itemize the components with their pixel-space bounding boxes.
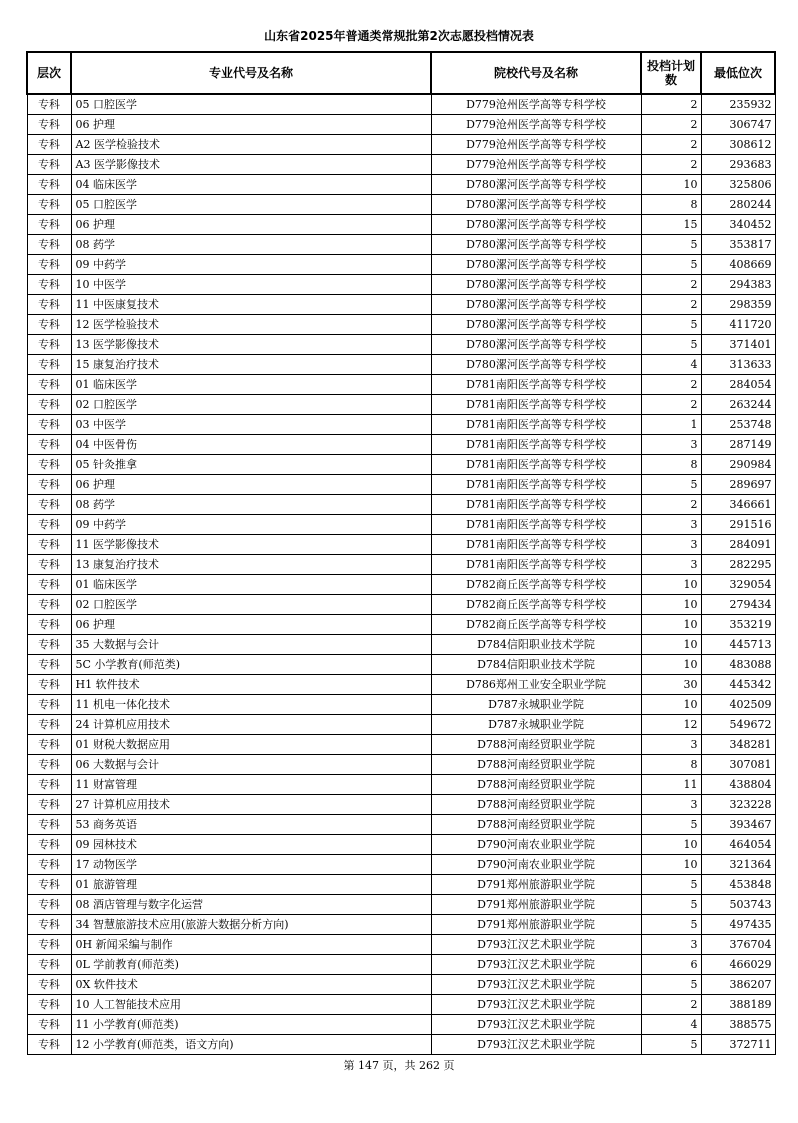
major-cell: 03 中医学 <box>71 415 431 435</box>
min-rank-cell: 371401 <box>701 335 775 355</box>
school-cell: D780漯河医学高等专科学校 <box>431 355 641 375</box>
school-cell: D782商丘医学高等专科学校 <box>431 615 641 635</box>
level-cell: 专科 <box>27 395 71 415</box>
level-cell: 专科 <box>27 215 71 235</box>
major-cell: 15 康复治疗技术 <box>71 355 431 375</box>
plan-count-cell: 10 <box>641 655 701 675</box>
table-row <box>27 655 775 675</box>
min-rank-cell: 282295 <box>701 555 775 575</box>
level-cell: 专科 <box>27 435 71 455</box>
level-cell: 专科 <box>27 855 71 875</box>
min-rank-cell: 280244 <box>701 195 775 215</box>
plan-count-cell: 10 <box>641 835 701 855</box>
major-cell: 11 中医康复技术 <box>71 295 431 315</box>
min-rank-cell: 284054 <box>701 375 775 395</box>
plan-count-cell: 2 <box>641 115 701 135</box>
table-row <box>27 395 775 415</box>
min-rank-cell: 298359 <box>701 295 775 315</box>
school-cell: D788河南经贸职业学院 <box>431 815 641 835</box>
min-rank-cell: 393467 <box>701 815 775 835</box>
level-cell: 专科 <box>27 495 71 515</box>
table-row <box>27 315 775 335</box>
table-row <box>27 1015 775 1035</box>
level-cell: 专科 <box>27 335 71 355</box>
table-row <box>27 675 775 695</box>
level-cell: 专科 <box>27 535 71 555</box>
level-cell: 专科 <box>27 355 71 375</box>
school-cell: D787永城职业学院 <box>431 715 641 735</box>
min-rank-cell: 445342 <box>701 675 775 695</box>
major-cell: 24 计算机应用技术 <box>71 715 431 735</box>
level-cell: 专科 <box>27 375 71 395</box>
major-cell: 01 临床医学 <box>71 575 431 595</box>
min-rank-cell: 464054 <box>701 835 775 855</box>
major-cell: 13 医学影像技术 <box>71 335 431 355</box>
major-cell: H1 软件技术 <box>71 675 431 695</box>
school-cell: D786郑州工业安全职业学院 <box>431 675 641 695</box>
min-rank-cell: 294383 <box>701 275 775 295</box>
min-rank-cell: 340452 <box>701 215 775 235</box>
level-cell: 专科 <box>27 695 71 715</box>
plan-count-cell: 2 <box>641 495 701 515</box>
school-cell: D793江汉艺术职业学院 <box>431 1015 641 1035</box>
plan-count-cell: 3 <box>641 555 701 575</box>
plan-count-cell: 5 <box>641 1035 701 1055</box>
table-row <box>27 94 775 115</box>
plan-count-cell: 8 <box>641 755 701 775</box>
major-cell: 12 小学教育(师范类，语文方向) <box>71 1035 431 1055</box>
level-cell: 专科 <box>27 415 71 435</box>
table-row <box>27 115 775 135</box>
level-cell: 专科 <box>27 115 71 135</box>
plan-count-cell: 2 <box>641 295 701 315</box>
min-rank-cell: 291516 <box>701 515 775 535</box>
min-rank-cell: 307081 <box>701 755 775 775</box>
min-rank-cell: 321364 <box>701 855 775 875</box>
school-cell: D780漯河医学高等专科学校 <box>431 255 641 275</box>
min-rank-cell: 438804 <box>701 775 775 795</box>
min-rank-cell: 402509 <box>701 695 775 715</box>
plan-count-cell: 5 <box>641 255 701 275</box>
page-footer: 第 147 页，共 262 页 <box>343 1059 455 1072</box>
school-cell: D788河南经贸职业学院 <box>431 775 641 795</box>
plan-count-cell: 11 <box>641 775 701 795</box>
min-rank-cell: 353817 <box>701 235 775 255</box>
major-cell: 08 酒店管理与数字化运营 <box>71 895 431 915</box>
major-cell: 06 护理 <box>71 215 431 235</box>
table-row <box>27 815 775 835</box>
table-row <box>27 835 775 855</box>
school-cell: D781南阳医学高等专科学校 <box>431 475 641 495</box>
table-row <box>27 295 775 315</box>
plan-count-cell: 1 <box>641 415 701 435</box>
min-rank-cell: 306747 <box>701 115 775 135</box>
table-row <box>27 775 775 795</box>
plan-count-cell: 2 <box>641 94 701 115</box>
major-cell: 06 护理 <box>71 475 431 495</box>
plan-count-cell: 12 <box>641 715 701 735</box>
table-row <box>27 975 775 995</box>
table-row <box>27 735 775 755</box>
school-cell: D782商丘医学高等专科学校 <box>431 595 641 615</box>
header-major: 专业代号及名称 <box>71 52 431 94</box>
header-min-rank: 最低位次 <box>701 52 775 94</box>
level-cell: 专科 <box>27 1035 71 1055</box>
major-cell: 06 护理 <box>71 615 431 635</box>
level-cell: 专科 <box>27 935 71 955</box>
table-row <box>27 575 775 595</box>
plan-count-cell: 5 <box>641 315 701 335</box>
min-rank-cell: 289697 <box>701 475 775 495</box>
major-cell: 34 智慧旅游技术应用(旅游大数据分析方向) <box>71 915 431 935</box>
major-cell: 11 医学影像技术 <box>71 535 431 555</box>
header-school: 院校代号及名称 <box>431 52 641 94</box>
level-cell: 专科 <box>27 155 71 175</box>
level-cell: 专科 <box>27 615 71 635</box>
major-cell: 10 中医学 <box>71 275 431 295</box>
min-rank-cell: 503743 <box>701 895 775 915</box>
min-rank-cell: 263244 <box>701 395 775 415</box>
school-cell: D781南阳医学高等专科学校 <box>431 495 641 515</box>
level-cell: 专科 <box>27 455 71 475</box>
major-cell: 13 康复治疗技术 <box>71 555 431 575</box>
major-cell: 04 临床医学 <box>71 175 431 195</box>
table-row <box>27 135 775 155</box>
school-cell: D782商丘医学高等专科学校 <box>431 575 641 595</box>
plan-count-cell: 3 <box>641 515 701 535</box>
school-cell: D790河南农业职业学院 <box>431 835 641 855</box>
level-cell: 专科 <box>27 515 71 535</box>
plan-count-cell: 2 <box>641 995 701 1015</box>
min-rank-cell: 388575 <box>701 1015 775 1035</box>
min-rank-cell: 497435 <box>701 915 775 935</box>
level-cell: 专科 <box>27 295 71 315</box>
min-rank-cell: 353219 <box>701 615 775 635</box>
table-row <box>27 455 775 475</box>
table-row <box>27 555 775 575</box>
table-row <box>27 175 775 195</box>
major-cell: 17 动物医学 <box>71 855 431 875</box>
table-row <box>27 235 775 255</box>
level-cell: 专科 <box>27 735 71 755</box>
plan-count-cell: 30 <box>641 675 701 695</box>
major-cell: A2 医学检验技术 <box>71 135 431 155</box>
level-cell: 专科 <box>27 275 71 295</box>
school-cell: D781南阳医学高等专科学校 <box>431 375 641 395</box>
plan-count-cell: 2 <box>641 375 701 395</box>
school-cell: D781南阳医学高等专科学校 <box>431 415 641 435</box>
min-rank-cell: 308612 <box>701 135 775 155</box>
major-cell: 05 口腔医学 <box>71 94 431 115</box>
plan-count-cell: 5 <box>641 915 701 935</box>
plan-count-cell: 10 <box>641 595 701 615</box>
table-row <box>27 255 775 275</box>
table-row <box>27 155 775 175</box>
plan-count-cell: 10 <box>641 695 701 715</box>
level-cell: 专科 <box>27 175 71 195</box>
plan-count-cell: 3 <box>641 435 701 455</box>
major-cell: 01 旅游管理 <box>71 875 431 895</box>
level-cell: 专科 <box>27 94 71 115</box>
min-rank-cell: 325806 <box>701 175 775 195</box>
school-cell: D784信阳职业技术学院 <box>431 655 641 675</box>
level-cell: 专科 <box>27 1015 71 1035</box>
plan-count-cell: 5 <box>641 475 701 495</box>
major-cell: 06 大数据与会计 <box>71 755 431 775</box>
min-rank-cell: 313633 <box>701 355 775 375</box>
school-cell: D781南阳医学高等专科学校 <box>431 455 641 475</box>
major-cell: 0H 新闻采编与制作 <box>71 935 431 955</box>
min-rank-cell: 411720 <box>701 315 775 335</box>
level-cell: 专科 <box>27 575 71 595</box>
table-row <box>27 615 775 635</box>
school-cell: D784信阳职业技术学院 <box>431 635 641 655</box>
table-row <box>27 495 775 515</box>
plan-count-cell: 5 <box>641 895 701 915</box>
school-cell: D793江汉艺术职业学院 <box>431 975 641 995</box>
plan-count-cell: 5 <box>641 875 701 895</box>
plan-count-cell: 5 <box>641 235 701 255</box>
plan-count-cell: 10 <box>641 635 701 655</box>
plan-count-cell: 10 <box>641 175 701 195</box>
level-cell: 专科 <box>27 475 71 495</box>
level-cell: 专科 <box>27 715 71 735</box>
min-rank-cell: 253748 <box>701 415 775 435</box>
table-row <box>27 895 775 915</box>
min-rank-cell: 346661 <box>701 495 775 515</box>
major-cell: 11 机电一体化技术 <box>71 695 431 715</box>
level-cell: 专科 <box>27 875 71 895</box>
min-rank-cell: 323228 <box>701 795 775 815</box>
table-row <box>27 935 775 955</box>
level-cell: 专科 <box>27 135 71 155</box>
major-cell: 05 针灸推拿 <box>71 455 431 475</box>
plan-count-cell: 5 <box>641 975 701 995</box>
table-row <box>27 375 775 395</box>
major-cell: 01 临床医学 <box>71 375 431 395</box>
table-row <box>27 415 775 435</box>
level-cell: 专科 <box>27 195 71 215</box>
major-cell: 10 人工智能技术应用 <box>71 995 431 1015</box>
plan-count-cell: 2 <box>641 395 701 415</box>
min-rank-cell: 372711 <box>701 1035 775 1055</box>
school-cell: D791郑州旅游职业学院 <box>431 875 641 895</box>
table-row <box>27 275 775 295</box>
major-cell: 02 口腔医学 <box>71 595 431 615</box>
major-cell: 04 中医骨伤 <box>71 435 431 455</box>
table-header-row <box>27 52 775 94</box>
school-cell: D793江汉艺术职业学院 <box>431 995 641 1015</box>
plan-count-cell: 4 <box>641 1015 701 1035</box>
school-cell: D793江汉艺术职业学院 <box>431 1035 641 1055</box>
school-cell: D779沧州医学高等专科学校 <box>431 155 641 175</box>
min-rank-cell: 376704 <box>701 935 775 955</box>
level-cell: 专科 <box>27 315 71 335</box>
plan-count-cell: 10 <box>641 615 701 635</box>
plan-count-cell: 3 <box>641 735 701 755</box>
page-title: 山东省2025年普通类常规批第2次志愿投档情况表 <box>264 29 534 43</box>
header-level: 层次 <box>27 52 71 94</box>
plan-count-cell: 8 <box>641 455 701 475</box>
school-cell: D793江汉艺术职业学院 <box>431 955 641 975</box>
school-cell: D788河南经贸职业学院 <box>431 735 641 755</box>
major-cell: 35 大数据与会计 <box>71 635 431 655</box>
min-rank-cell: 549672 <box>701 715 775 735</box>
min-rank-cell: 329054 <box>701 575 775 595</box>
table-row <box>27 795 775 815</box>
header-plan: 投档计划数 <box>641 52 701 94</box>
plan-count-cell: 4 <box>641 355 701 375</box>
plan-count-cell: 2 <box>641 275 701 295</box>
major-cell: 09 园林技术 <box>71 835 431 855</box>
school-cell: D779沧州医学高等专科学校 <box>431 94 641 115</box>
table-row <box>27 635 775 655</box>
min-rank-cell: 235932 <box>701 94 775 115</box>
major-cell: 53 商务英语 <box>71 815 431 835</box>
major-cell: 0X 软件技术 <box>71 975 431 995</box>
min-rank-cell: 284091 <box>701 535 775 555</box>
level-cell: 专科 <box>27 955 71 975</box>
major-cell: 12 医学检验技术 <box>71 315 431 335</box>
school-cell: D781南阳医学高等专科学校 <box>431 535 641 555</box>
school-cell: D791郑州旅游职业学院 <box>431 895 641 915</box>
level-cell: 专科 <box>27 835 71 855</box>
plan-count-cell: 3 <box>641 935 701 955</box>
school-cell: D780漯河医学高等专科学校 <box>431 195 641 215</box>
plan-count-cell: 2 <box>641 135 701 155</box>
major-cell: A3 医学影像技术 <box>71 155 431 175</box>
school-cell: D793江汉艺术职业学院 <box>431 935 641 955</box>
level-cell: 专科 <box>27 555 71 575</box>
min-rank-cell: 290984 <box>701 455 775 475</box>
major-cell: 08 药学 <box>71 495 431 515</box>
table-row <box>27 515 775 535</box>
table-row <box>27 215 775 235</box>
min-rank-cell: 453848 <box>701 875 775 895</box>
level-cell: 专科 <box>27 255 71 275</box>
table-row <box>27 1035 775 1055</box>
major-cell: 06 护理 <box>71 115 431 135</box>
school-cell: D781南阳医学高等专科学校 <box>431 515 641 535</box>
table-row <box>27 435 775 455</box>
level-cell: 专科 <box>27 775 71 795</box>
plan-count-cell: 3 <box>641 535 701 555</box>
plan-count-cell: 10 <box>641 855 701 875</box>
level-cell: 专科 <box>27 795 71 815</box>
major-cell: 5C 小学教育(师范类) <box>71 655 431 675</box>
school-cell: D788河南经贸职业学院 <box>431 755 641 775</box>
table-body <box>27 94 775 1055</box>
school-cell: D779沧州医学高等专科学校 <box>431 135 641 155</box>
table-row <box>27 995 775 1015</box>
table-row <box>27 875 775 895</box>
min-rank-cell: 408669 <box>701 255 775 275</box>
table-row <box>27 755 775 775</box>
school-cell: D788河南经贸职业学院 <box>431 795 641 815</box>
school-cell: D790河南农业职业学院 <box>431 855 641 875</box>
min-rank-cell: 279434 <box>701 595 775 615</box>
table-row <box>27 915 775 935</box>
major-cell: 11 小学教育(师范类) <box>71 1015 431 1035</box>
plan-count-cell: 3 <box>641 795 701 815</box>
level-cell: 专科 <box>27 655 71 675</box>
plan-count-cell: 5 <box>641 815 701 835</box>
school-cell: D787永城职业学院 <box>431 695 641 715</box>
min-rank-cell: 445713 <box>701 635 775 655</box>
plan-count-cell: 10 <box>641 575 701 595</box>
level-cell: 专科 <box>27 915 71 935</box>
school-cell: D781南阳医学高等专科学校 <box>431 395 641 415</box>
table-row <box>27 715 775 735</box>
school-cell: D781南阳医学高等专科学校 <box>431 435 641 455</box>
school-cell: D781南阳医学高等专科学校 <box>431 555 641 575</box>
min-rank-cell: 388189 <box>701 995 775 1015</box>
school-cell: D780漯河医学高等专科学校 <box>431 215 641 235</box>
table-row <box>27 335 775 355</box>
plan-count-cell: 6 <box>641 955 701 975</box>
level-cell: 专科 <box>27 635 71 655</box>
level-cell: 专科 <box>27 895 71 915</box>
major-cell: 08 药学 <box>71 235 431 255</box>
major-cell: 0L 学前教育(师范类) <box>71 955 431 975</box>
major-cell: 05 口腔医学 <box>71 195 431 215</box>
table-row <box>27 695 775 715</box>
major-cell: 27 计算机应用技术 <box>71 795 431 815</box>
plan-count-cell: 5 <box>641 335 701 355</box>
plan-count-cell: 8 <box>641 195 701 215</box>
school-cell: D779沧州医学高等专科学校 <box>431 115 641 135</box>
table-row <box>27 475 775 495</box>
min-rank-cell: 293683 <box>701 155 775 175</box>
level-cell: 专科 <box>27 235 71 255</box>
school-cell: D780漯河医学高等专科学校 <box>431 175 641 195</box>
admission-table <box>26 51 776 1055</box>
min-rank-cell: 386207 <box>701 975 775 995</box>
major-cell: 01 财税大数据应用 <box>71 735 431 755</box>
school-cell: D780漯河医学高等专科学校 <box>431 275 641 295</box>
table-row <box>27 195 775 215</box>
table-row <box>27 535 775 555</box>
table-row <box>27 595 775 615</box>
level-cell: 专科 <box>27 815 71 835</box>
school-cell: D780漯河医学高等专科学校 <box>431 315 641 335</box>
min-rank-cell: 348281 <box>701 735 775 755</box>
table-row <box>27 355 775 375</box>
school-cell: D780漯河医学高等专科学校 <box>431 295 641 315</box>
plan-count-cell: 15 <box>641 215 701 235</box>
plan-count-cell: 2 <box>641 155 701 175</box>
major-cell: 09 中药学 <box>71 255 431 275</box>
table-row <box>27 855 775 875</box>
table-row <box>27 955 775 975</box>
level-cell: 专科 <box>27 755 71 775</box>
school-cell: D780漯河医学高等专科学校 <box>431 335 641 355</box>
major-cell: 11 财富管理 <box>71 775 431 795</box>
major-cell: 02 口腔医学 <box>71 395 431 415</box>
level-cell: 专科 <box>27 595 71 615</box>
school-cell: D780漯河医学高等专科学校 <box>431 235 641 255</box>
min-rank-cell: 466029 <box>701 955 775 975</box>
major-cell: 09 中药学 <box>71 515 431 535</box>
min-rank-cell: 483088 <box>701 655 775 675</box>
school-cell: D791郑州旅游职业学院 <box>431 915 641 935</box>
level-cell: 专科 <box>27 995 71 1015</box>
level-cell: 专科 <box>27 675 71 695</box>
min-rank-cell: 287149 <box>701 435 775 455</box>
level-cell: 专科 <box>27 975 71 995</box>
